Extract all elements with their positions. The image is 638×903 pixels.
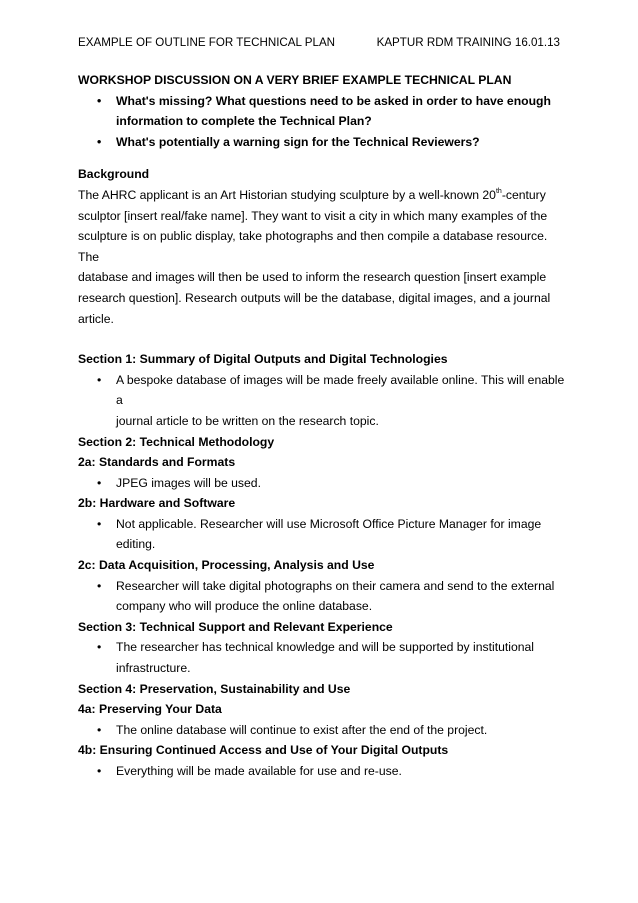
ordinal-superscript: th (495, 187, 502, 195)
workshop-bullet-1 (78, 91, 568, 132)
section-4-heading: Section 4: Preservation, Sustainability and Use (78, 681, 351, 696)
bullet-line: A bespoke database of images will be made freely available online. This will enable a (116, 372, 565, 408)
document-body (78, 70, 568, 782)
section-4b-bullet (78, 761, 568, 782)
bullet-glyph: • (97, 475, 102, 490)
bullet-glyph: • (97, 578, 102, 593)
section-2a-bullet (78, 473, 568, 494)
bullet-line: The online database will continue to exist after the end of the project. (116, 722, 488, 737)
bullet-line: journal article to be written on the research topic. (116, 413, 379, 428)
bullet-glyph: • (97, 93, 102, 108)
bullet-glyph: • (97, 764, 102, 778)
section-2b-heading: 2b: Hardware and Software (78, 496, 236, 511)
bullet-line: infrastructure. (116, 661, 191, 676)
paragraph-line: sculpture is on public display, take photographs and then compile a database resource. The (78, 229, 548, 264)
spacer (78, 329, 568, 349)
line-text: The AHRC applicant is an Art Historian studying sculpture by a well-known 20 (78, 187, 496, 202)
bullet-glyph: • (97, 372, 102, 387)
bullet-line: information to complete the Technical Plan? (116, 114, 372, 129)
line-text: -century (501, 187, 546, 202)
section-2c-heading: 2c: Data Acquisition, Processing, Analysis and Use (78, 558, 375, 573)
section-2a-heading: 2a: Standards and Formats (78, 455, 236, 470)
spacer (78, 152, 568, 164)
workshop-title: WORKSHOP DISCUSSION ON A VERY BRIEF EXAMPLE TECHNICAL PLAN (78, 73, 512, 87)
bullet-glyph: • (97, 516, 102, 531)
header-left: EXAMPLE OF OUTLINE FOR TECHNICAL PLAN (78, 36, 336, 49)
bullet-line: Researcher will take digital photographs on their camera and send to the external (116, 578, 555, 593)
bullet-line: company who will produce the online database. (116, 599, 373, 614)
bullet-line: editing. (116, 537, 156, 552)
header-right: KAPTUR RDM TRAINING 16.01.13 (376, 36, 560, 49)
running-header (78, 36, 560, 52)
section-2-heading: Section 2: Technical Methodology (78, 434, 275, 449)
paragraph-line: database and images will then be used to inform the research question [insert example (78, 270, 547, 285)
bullet-glyph: • (97, 134, 102, 149)
bullet-line: Not applicable. Researcher will use Microsoft Office Picture Manager for image (116, 516, 542, 531)
section-4b-heading: 4b: Ensuring Continued Access and Use of Your Digital Outputs (78, 743, 449, 758)
paragraph-line: article. (78, 311, 114, 326)
section-1-heading: Section 1: Summary of Digital Outputs and Digital Technologies (78, 352, 448, 367)
section-3-heading: Section 3: Technical Support and Relevant Experience (78, 619, 393, 634)
section-4a-bullet (78, 720, 568, 741)
bullet-line: JPEG images will be used. (116, 475, 261, 490)
background-heading: Background (78, 167, 150, 182)
paragraph-line: research question]. Research outputs will be the database, digital images, and a journal (78, 290, 551, 305)
bullet-line: What's potentially a warning sign for the Technical Reviewers? (116, 134, 480, 149)
background-paragraph (78, 185, 568, 329)
paragraph-line (78, 185, 568, 206)
section-2c-bullet (78, 576, 568, 617)
section-1-bullet (78, 370, 568, 432)
section-4a-heading: 4a: Preserving Your Data (78, 702, 222, 717)
bullet-line: What's missing? What questions need to be asked in order to have enough (116, 93, 551, 108)
bullet-glyph: • (97, 722, 102, 737)
bullet-line: The researcher has technical knowledge and will be supported by institutional (116, 640, 535, 655)
bullet-line: Everything will be made available for use and re-use. (116, 764, 402, 778)
paragraph-line: sculptor [insert real/fake name]. They want to visit a city in which many examples of the (78, 208, 548, 223)
workshop-bullet-2 (78, 132, 568, 153)
section-3-bullet (78, 637, 568, 678)
bullet-glyph: • (97, 640, 102, 655)
section-2b-bullet (78, 514, 568, 555)
